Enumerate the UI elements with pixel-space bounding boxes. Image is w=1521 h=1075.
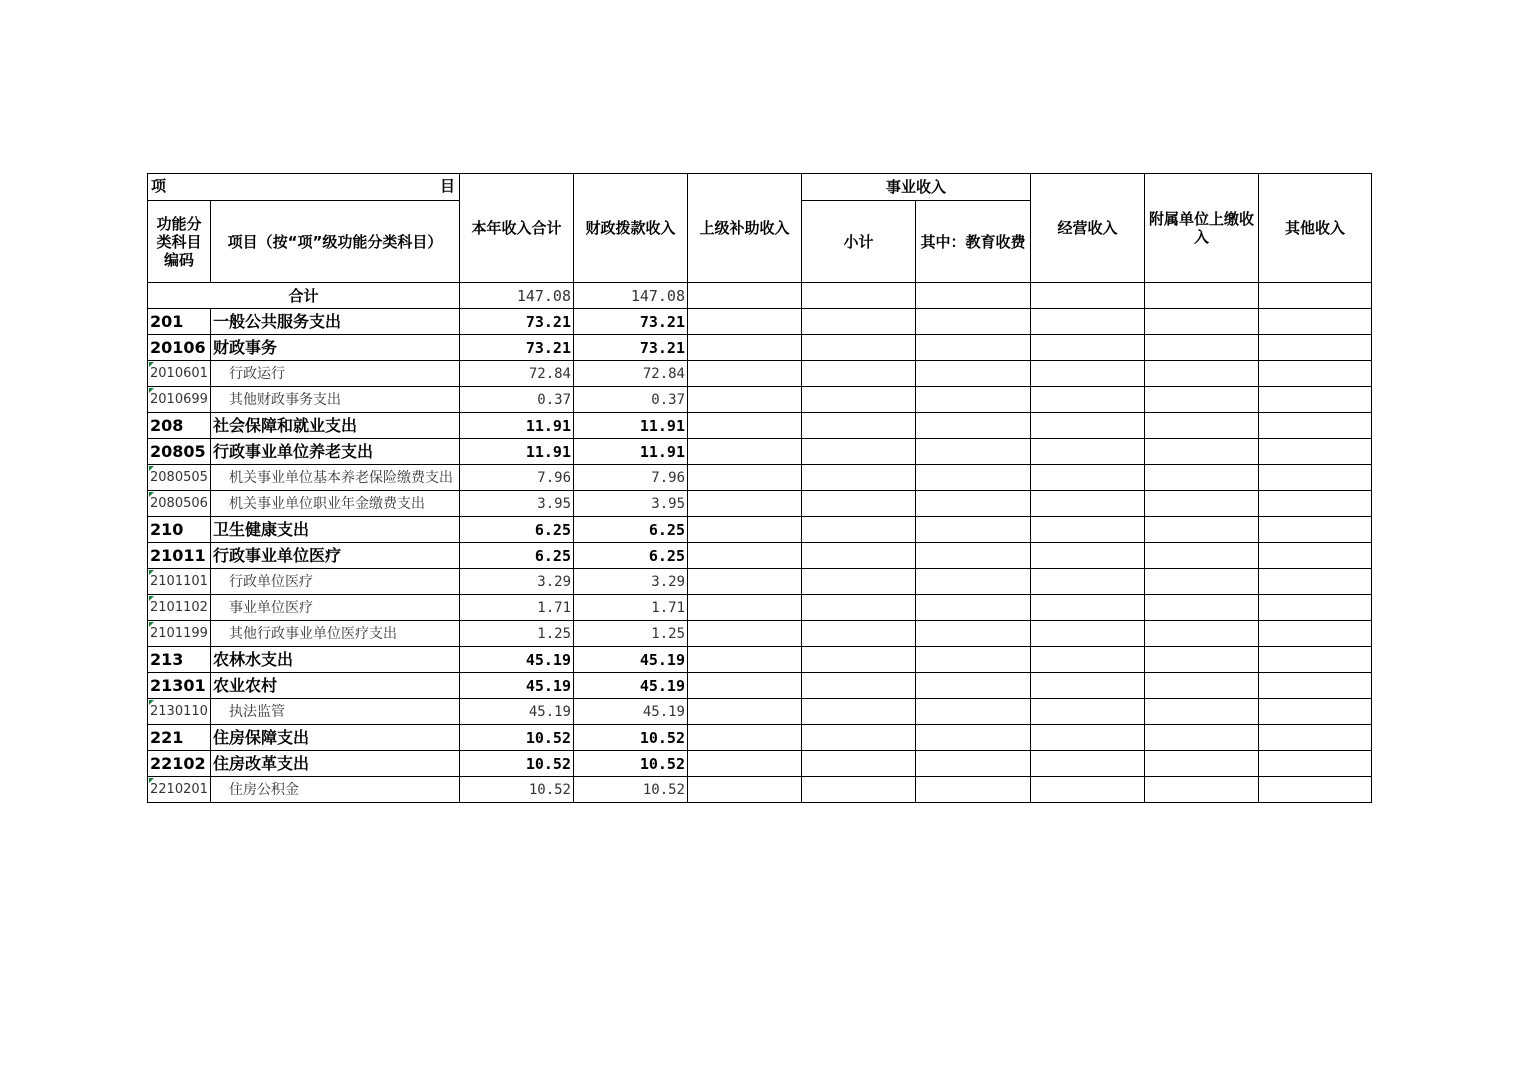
empty-cell xyxy=(1031,361,1145,387)
row-name: 其他财政事务支出 xyxy=(211,387,460,413)
empty-cell xyxy=(1145,413,1259,439)
empty-cell xyxy=(802,439,916,465)
row-total-income: 11.91 xyxy=(460,413,574,439)
row-total-income: 10.52 xyxy=(460,751,574,777)
empty-cell xyxy=(688,543,802,569)
table-row xyxy=(148,335,1372,361)
empty-cell xyxy=(1031,647,1145,673)
empty-cell xyxy=(1031,543,1145,569)
header-education: 其中：教育收费 xyxy=(916,201,1031,283)
empty-cell xyxy=(1259,595,1372,621)
empty-cell xyxy=(802,387,916,413)
total-row xyxy=(148,283,1372,309)
empty-cell xyxy=(1031,309,1145,335)
row-name: 事业单位医疗 xyxy=(211,595,460,621)
empty-cell xyxy=(688,595,802,621)
empty-cell xyxy=(1145,621,1259,647)
table-row xyxy=(148,491,1372,517)
empty-cell xyxy=(802,595,916,621)
row-fiscal: 6.25 xyxy=(574,517,688,543)
empty-cell xyxy=(916,309,1031,335)
row-code: 20106 xyxy=(148,335,211,361)
empty-cell xyxy=(1145,569,1259,595)
empty-cell xyxy=(1259,647,1372,673)
row-fiscal: 3.95 xyxy=(574,491,688,517)
empty-cell xyxy=(1031,751,1145,777)
row-fiscal: 1.25 xyxy=(574,621,688,647)
row-name: 农业农村 xyxy=(211,673,460,699)
row-total-income: 7.96 xyxy=(460,465,574,491)
table-row xyxy=(148,647,1372,673)
empty-cell xyxy=(1259,569,1372,595)
row-total-income: 3.29 xyxy=(460,569,574,595)
empty-cell xyxy=(1145,517,1259,543)
total-label: 合计 xyxy=(148,283,460,309)
header-affiliated: 附属单位上缴收入 xyxy=(1145,174,1259,283)
empty-cell xyxy=(916,335,1031,361)
row-name: 住房公积金 xyxy=(211,777,460,803)
row-total-income: 45.19 xyxy=(460,699,574,725)
row-code: 2080506 xyxy=(148,491,211,517)
header-row-1 xyxy=(148,174,1372,201)
table-row xyxy=(148,595,1372,621)
empty-cell xyxy=(688,647,802,673)
empty-cell xyxy=(916,647,1031,673)
empty-cell xyxy=(688,309,802,335)
row-fiscal: 6.25 xyxy=(574,543,688,569)
empty-cell xyxy=(688,387,802,413)
empty-cell xyxy=(916,595,1031,621)
empty-cell xyxy=(1031,777,1145,803)
header-business: 经营收入 xyxy=(1031,174,1145,283)
empty-cell xyxy=(916,777,1031,803)
empty-cell xyxy=(1259,387,1372,413)
row-name: 卫生健康支出 xyxy=(211,517,460,543)
empty-cell xyxy=(1259,777,1372,803)
empty-cell xyxy=(1259,361,1372,387)
table-row xyxy=(148,725,1372,751)
table-row xyxy=(148,517,1372,543)
header-name-col: 项目（按“项”级功能分类科目） xyxy=(211,201,460,283)
row-code: 210 xyxy=(148,517,211,543)
row-fiscal: 1.71 xyxy=(574,595,688,621)
row-total-income: 45.19 xyxy=(460,647,574,673)
row-code: 221 xyxy=(148,725,211,751)
empty-cell xyxy=(1259,699,1372,725)
empty-cell xyxy=(802,361,916,387)
row-code: 22102 xyxy=(148,751,211,777)
row-code: 208 xyxy=(148,413,211,439)
empty-cell xyxy=(688,465,802,491)
table-row xyxy=(148,361,1372,387)
empty-cell xyxy=(802,491,916,517)
empty-cell xyxy=(688,491,802,517)
empty-cell xyxy=(916,621,1031,647)
empty-cell xyxy=(1145,595,1259,621)
empty-cell xyxy=(916,465,1031,491)
row-fiscal: 45.19 xyxy=(574,673,688,699)
empty-cell xyxy=(802,309,916,335)
empty-cell xyxy=(688,335,802,361)
row-code: 2080505 xyxy=(148,465,211,491)
row-total-income: 1.71 xyxy=(460,595,574,621)
empty-cell xyxy=(802,699,916,725)
row-name: 机关事业单位基本养老保险缴费支出 xyxy=(211,465,460,491)
empty-cell xyxy=(802,413,916,439)
empty-cell xyxy=(916,491,1031,517)
empty-cell xyxy=(688,517,802,543)
empty-cell xyxy=(1259,543,1372,569)
row-name: 行政单位医疗 xyxy=(211,569,460,595)
row-name: 执法监管 xyxy=(211,699,460,725)
row-total-income: 10.52 xyxy=(460,725,574,751)
header-xiang: 项 xyxy=(151,177,167,195)
row-name: 住房改革支出 xyxy=(211,751,460,777)
row-total-income: 45.19 xyxy=(460,673,574,699)
header-xiang-mu xyxy=(148,174,460,201)
table-row xyxy=(148,569,1372,595)
table-row xyxy=(148,387,1372,413)
row-total-income: 6.25 xyxy=(460,543,574,569)
empty-cell xyxy=(1145,673,1259,699)
empty-cell xyxy=(802,569,916,595)
row-total-income: 73.21 xyxy=(460,309,574,335)
income-budget-table xyxy=(147,173,1372,803)
empty-cell xyxy=(1259,309,1372,335)
empty-cell xyxy=(1145,439,1259,465)
empty-cell xyxy=(1145,777,1259,803)
empty-cell xyxy=(802,543,916,569)
row-total-income: 6.25 xyxy=(460,517,574,543)
empty-cell xyxy=(1031,569,1145,595)
row-fiscal: 0.37 xyxy=(574,387,688,413)
table-row xyxy=(148,751,1372,777)
empty-cell xyxy=(688,673,802,699)
row-fiscal: 73.21 xyxy=(574,309,688,335)
row-code: 2010699 xyxy=(148,387,211,413)
empty-cell xyxy=(1031,387,1145,413)
empty-cell xyxy=(1145,361,1259,387)
row-name: 行政运行 xyxy=(211,361,460,387)
row-code: 2101199 xyxy=(148,621,211,647)
row-total-income: 3.95 xyxy=(460,491,574,517)
table-row xyxy=(148,673,1372,699)
empty-cell xyxy=(1259,751,1372,777)
empty-cell xyxy=(916,361,1031,387)
empty-cell xyxy=(1031,465,1145,491)
row-name: 农林水支出 xyxy=(211,647,460,673)
row-code: 213 xyxy=(148,647,211,673)
empty-cell xyxy=(1259,517,1372,543)
table-row xyxy=(148,543,1372,569)
empty-cell xyxy=(688,621,802,647)
empty-cell xyxy=(1031,595,1145,621)
empty-cell xyxy=(1145,647,1259,673)
row-fiscal: 10.52 xyxy=(574,777,688,803)
empty-cell xyxy=(802,751,916,777)
empty-cell xyxy=(1259,465,1372,491)
empty-cell xyxy=(1145,465,1259,491)
empty-cell xyxy=(1031,673,1145,699)
row-fiscal: 7.96 xyxy=(574,465,688,491)
empty-cell xyxy=(802,465,916,491)
empty-cell xyxy=(1031,517,1145,543)
row-fiscal: 72.84 xyxy=(574,361,688,387)
empty-cell xyxy=(802,335,916,361)
empty-cell xyxy=(1259,335,1372,361)
empty-cell xyxy=(802,647,916,673)
empty-cell xyxy=(1259,283,1372,309)
empty-cell xyxy=(1031,283,1145,309)
row-name: 机关事业单位职业年金缴费支出 xyxy=(211,491,460,517)
header-total-income: 本年收入合计 xyxy=(460,174,574,283)
empty-cell xyxy=(1259,413,1372,439)
table-row xyxy=(148,465,1372,491)
empty-cell xyxy=(688,413,802,439)
row-fiscal: 3.29 xyxy=(574,569,688,595)
header-other: 其他收入 xyxy=(1259,174,1372,283)
empty-cell xyxy=(688,699,802,725)
row-fiscal: 73.21 xyxy=(574,335,688,361)
row-total-income: 72.84 xyxy=(460,361,574,387)
empty-cell xyxy=(916,283,1031,309)
empty-cell xyxy=(1259,725,1372,751)
row-total-income: 11.91 xyxy=(460,439,574,465)
row-fiscal: 10.52 xyxy=(574,751,688,777)
empty-cell xyxy=(916,699,1031,725)
total-fiscal-value: 147.08 xyxy=(574,283,688,309)
row-code: 2010601 xyxy=(148,361,211,387)
row-code: 201 xyxy=(148,309,211,335)
row-code: 2101101 xyxy=(148,569,211,595)
empty-cell xyxy=(1145,283,1259,309)
empty-cell xyxy=(1259,621,1372,647)
empty-cell xyxy=(916,517,1031,543)
empty-cell xyxy=(916,725,1031,751)
row-name: 行政事业单位养老支出 xyxy=(211,439,460,465)
empty-cell xyxy=(802,621,916,647)
row-code: 2130110 xyxy=(148,699,211,725)
row-fiscal: 45.19 xyxy=(574,699,688,725)
header-superior: 上级补助收入 xyxy=(688,174,802,283)
row-name: 其他行政事业单位医疗支出 xyxy=(211,621,460,647)
empty-cell xyxy=(802,673,916,699)
empty-cell xyxy=(1145,751,1259,777)
empty-cell xyxy=(916,439,1031,465)
table-row xyxy=(148,413,1372,439)
row-total-income: 73.21 xyxy=(460,335,574,361)
empty-cell xyxy=(688,777,802,803)
row-fiscal: 45.19 xyxy=(574,647,688,673)
empty-cell xyxy=(916,387,1031,413)
empty-cell xyxy=(688,361,802,387)
header-mu: 目 xyxy=(439,177,455,195)
row-total-income: 10.52 xyxy=(460,777,574,803)
empty-cell xyxy=(688,751,802,777)
total-income-value: 147.08 xyxy=(460,283,574,309)
row-name: 行政事业单位医疗 xyxy=(211,543,460,569)
empty-cell xyxy=(802,517,916,543)
empty-cell xyxy=(802,777,916,803)
empty-cell xyxy=(1031,621,1145,647)
row-name: 社会保障和就业支出 xyxy=(211,413,460,439)
empty-cell xyxy=(1145,335,1259,361)
row-total-income: 0.37 xyxy=(460,387,574,413)
row-code: 20805 xyxy=(148,439,211,465)
empty-cell xyxy=(1145,543,1259,569)
empty-cell xyxy=(688,439,802,465)
empty-cell xyxy=(1145,725,1259,751)
empty-cell xyxy=(688,569,802,595)
empty-cell xyxy=(1145,491,1259,517)
row-name: 一般公共服务支出 xyxy=(211,309,460,335)
row-code: 2210201 xyxy=(148,777,211,803)
empty-cell xyxy=(916,673,1031,699)
empty-cell xyxy=(802,725,916,751)
empty-cell xyxy=(916,413,1031,439)
row-total-income: 1.25 xyxy=(460,621,574,647)
table-row xyxy=(148,439,1372,465)
empty-cell xyxy=(688,725,802,751)
row-code: 21301 xyxy=(148,673,211,699)
empty-cell xyxy=(1031,699,1145,725)
empty-cell xyxy=(1259,439,1372,465)
table-row xyxy=(148,309,1372,335)
row-fiscal: 11.91 xyxy=(574,413,688,439)
empty-cell xyxy=(1145,699,1259,725)
empty-cell xyxy=(1031,725,1145,751)
header-career: 事业收入 xyxy=(802,174,1031,201)
empty-cell xyxy=(916,543,1031,569)
table-row xyxy=(148,621,1372,647)
empty-cell xyxy=(916,751,1031,777)
empty-cell xyxy=(1031,491,1145,517)
table-row xyxy=(148,699,1372,725)
empty-cell xyxy=(1145,309,1259,335)
header-fiscal: 财政拨款收入 xyxy=(574,174,688,283)
empty-cell xyxy=(1031,439,1145,465)
empty-cell xyxy=(1259,673,1372,699)
header-code-col: 功能分类科目编码 xyxy=(148,201,211,283)
empty-cell xyxy=(916,569,1031,595)
empty-cell xyxy=(1031,413,1145,439)
row-fiscal: 10.52 xyxy=(574,725,688,751)
empty-cell xyxy=(802,283,916,309)
empty-cell xyxy=(688,283,802,309)
header-subtotal: 小计 xyxy=(802,201,916,283)
row-name: 财政事务 xyxy=(211,335,460,361)
row-code: 21011 xyxy=(148,543,211,569)
row-code: 2101102 xyxy=(148,595,211,621)
empty-cell xyxy=(1145,387,1259,413)
row-name: 住房保障支出 xyxy=(211,725,460,751)
row-fiscal: 11.91 xyxy=(574,439,688,465)
empty-cell xyxy=(1031,335,1145,361)
table-row xyxy=(148,777,1372,803)
empty-cell xyxy=(1259,491,1372,517)
